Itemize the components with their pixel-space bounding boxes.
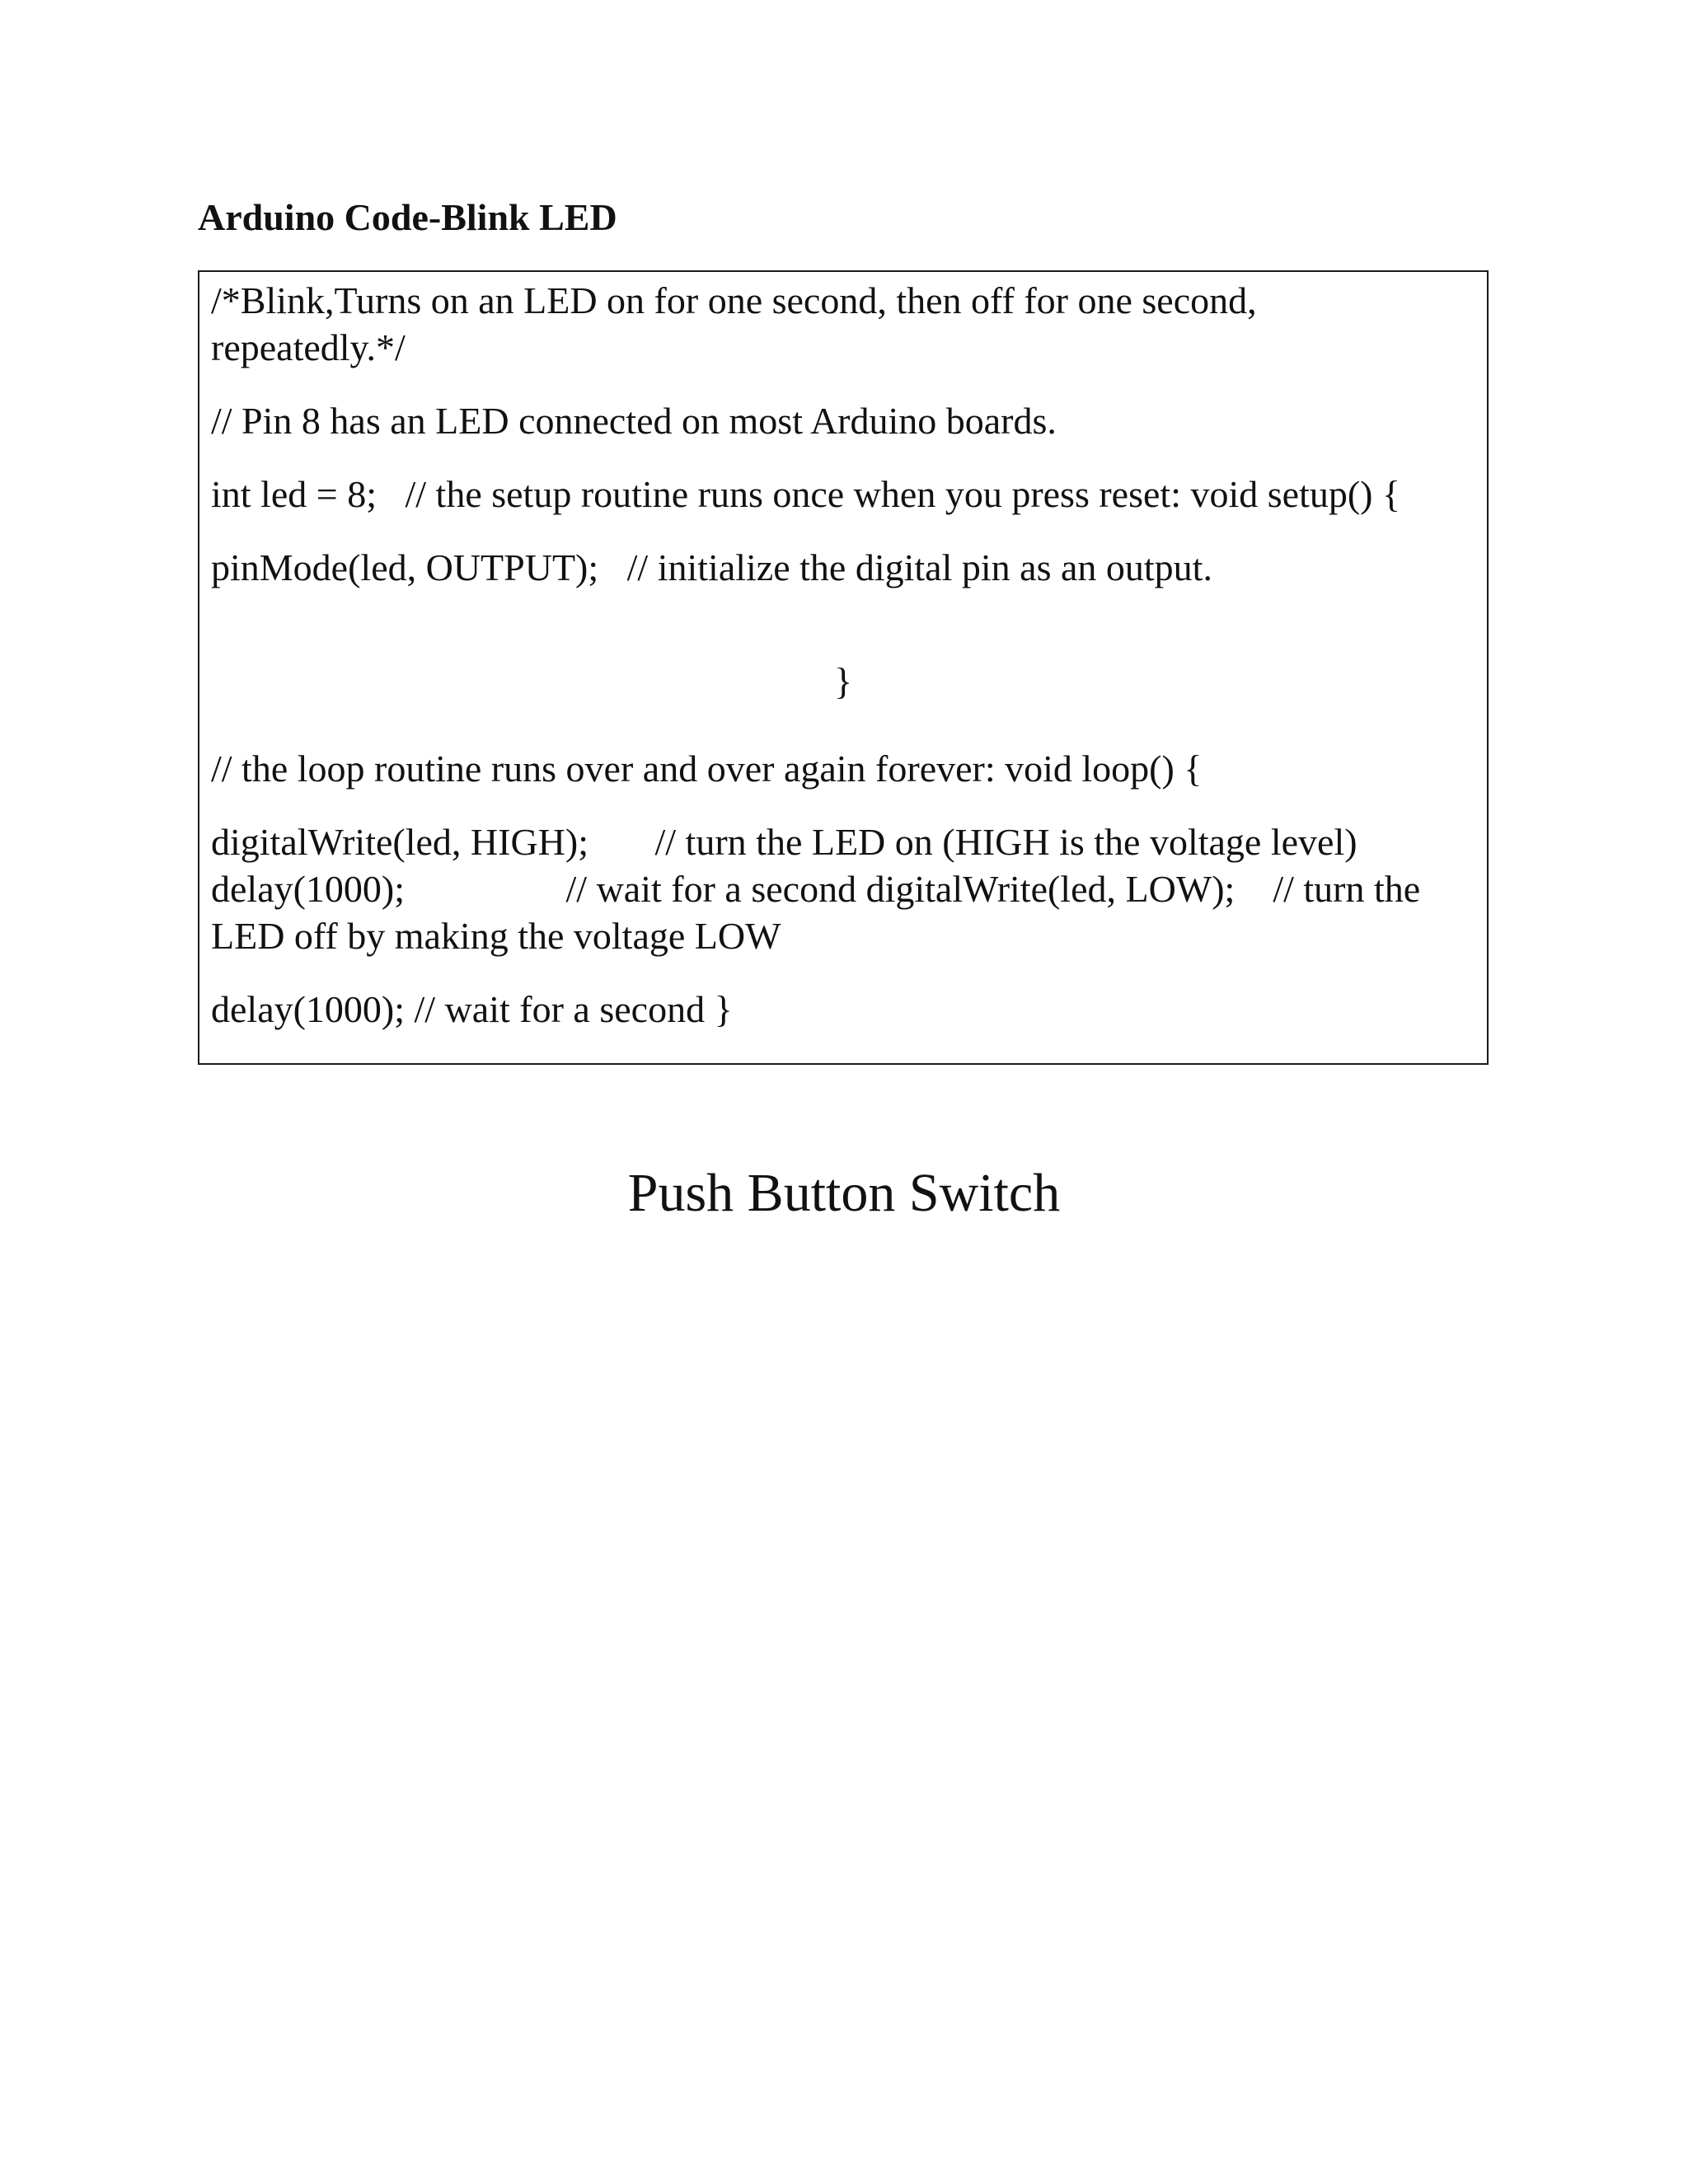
code-pinmode-line: pinMode(led, OUTPUT); // initialize the digital pin as an output. [211, 546, 1212, 588]
section-title: Push Button Switch [627, 1163, 1061, 1223]
code-final-delay-line: delay(1000); // wait for a second } [211, 988, 733, 1030]
code-box [198, 270, 1489, 1065]
code-comment-header-line-1: /*Blink,Turns on an LED on for one second, then off for one second, [211, 279, 1257, 321]
code-loop-comment: // the loop routine runs over and over again forever: void loop() { [211, 748, 1203, 790]
code-pin-comment: // Pin 8 has an LED connected on most Arduino boards. [211, 400, 1057, 442]
code-loop-body-line-2: delay(1000); // wait for a second digitalWrite(led, LOW); // turn the [211, 868, 1421, 910]
code-setup-close-brace: } [833, 660, 853, 702]
page-heading: Arduino Code-Blink LED [198, 196, 617, 238]
code-comment-header-line-2: repeatedly.*/ [211, 326, 406, 368]
code-loop-body-line-3: LED off by making the voltage LOW [211, 915, 781, 957]
code-loop-body-line-1: digitalWrite(led, HIGH); // turn the LED on (HIGH is the voltage level) [211, 821, 1357, 863]
code-int-led-line: int led = 8; // the setup routine runs once when you press reset: void setup() { [211, 473, 1401, 515]
